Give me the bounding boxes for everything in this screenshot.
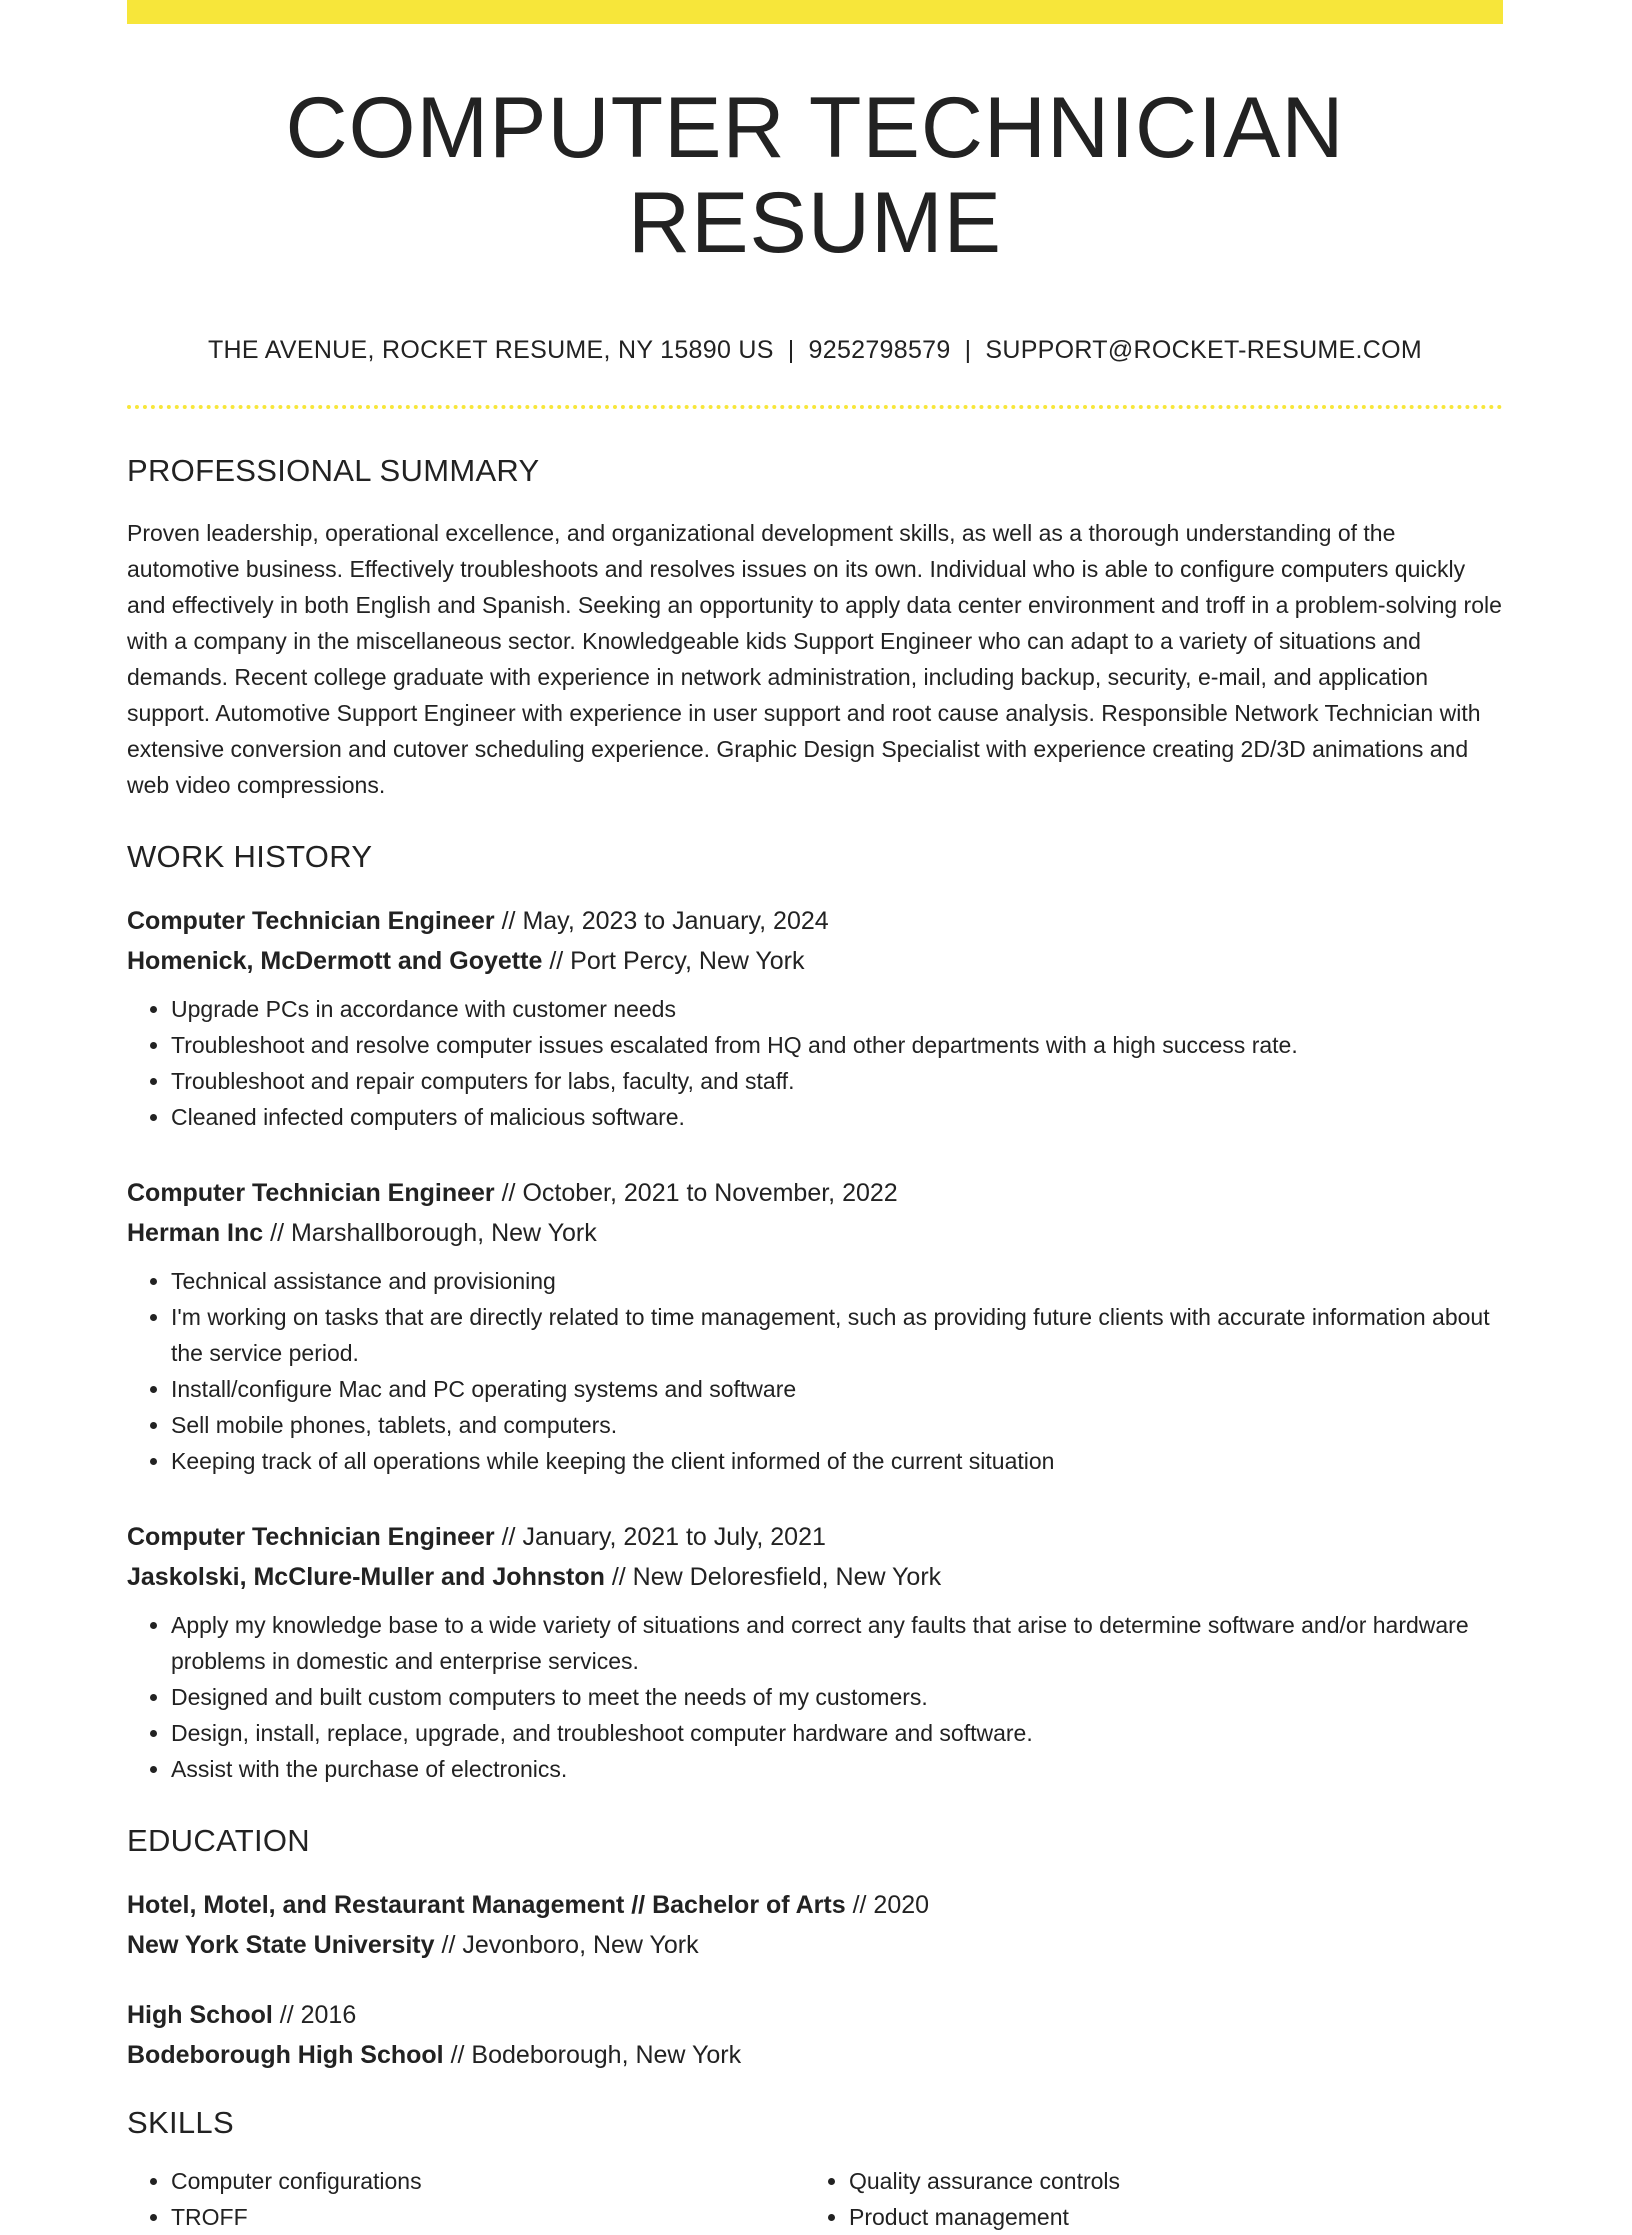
job-bullets — [127, 1263, 1503, 1479]
list-item: • Cleaned infected computers of malicious software. — [171, 1099, 1503, 1135]
skills-column-left — [127, 2163, 805, 2235]
education-school-line — [127, 1925, 1503, 1965]
skills-bullets — [805, 2163, 1483, 2235]
job-title-line — [127, 1517, 1503, 1557]
education-year: // 2016 — [279, 2001, 357, 2030]
skill-item: • TROFF — [171, 2199, 805, 2235]
skill-item: • Computer configurations — [171, 2163, 805, 2199]
skill-item: • Quality assurance controls — [849, 2163, 1483, 2199]
job-company: Homenick, McDermott and Goyette — [127, 947, 543, 976]
list-item: • Sell mobile phones, tablets, and computers. — [171, 1407, 1503, 1443]
education-degree-line — [127, 1885, 1503, 1925]
list-item: • I'm working on tasks that are directly related to time management, such as providing future clients with accurate information about the service period. — [171, 1299, 1503, 1371]
list-item: • Upgrade PCs in accordance with customer needs — [171, 991, 1503, 1027]
list-item: • Keeping track of all operations while keeping the client informed of the current situation — [171, 1443, 1503, 1479]
summary-heading: PROFESSIONAL SUMMARY — [127, 453, 540, 489]
skills-heading: SKILLS — [127, 2105, 234, 2141]
skills-column-right — [805, 2163, 1483, 2235]
summary-text: Proven leadership, operational excellence, and organizational development skills, as well as a thorough understanding of the automotive business. Effectively troubleshoots and resolves issues on its own. Individual who is able to configure computers quickly and effectively in both English and Spanish. Seeking an opportunity to apply data center environment and troff in a problem-solving role with a company in the miscellaneous sector. Knowledgeable kids Support Engineer who can adapt to a variety of situations and demands. Recent college graduate with experience in network administration, including backup, security, e-mail, and application support. Automotive Support Engineer with experience in user support and root cause analysis. Responsible Network Technician with extensive conversion and cutover scheduling experience. Graphic Design Specialist with experience creating 2D/3D animations and web video compressions. — [127, 520, 1502, 799]
skills-bullets — [127, 2163, 805, 2235]
job-entry — [127, 1173, 1503, 1479]
list-item: • Troubleshoot and repair computers for labs, faculty, and staff. — [171, 1063, 1503, 1099]
job-company: Jaskolski, McClure-Muller and Johnston — [127, 1563, 605, 1592]
job-title: Computer Technician Engineer — [127, 1179, 495, 1208]
job-location: // Marshallborough, New York — [270, 1219, 597, 1248]
contact-separator: | — [964, 336, 972, 365]
job-location: // Port Percy, New York — [549, 947, 805, 976]
education-location: // Bodeborough, New York — [450, 2041, 742, 2070]
education-degree: Hotel, Motel, and Restaurant Management // Bachelor of Arts — [127, 1891, 846, 1920]
job-dates: // May, 2023 to January, 2024 — [501, 907, 829, 936]
list-item: • Technical assistance and provisioning — [171, 1263, 1503, 1299]
job-entry — [127, 901, 1503, 1135]
header-divider — [127, 405, 1503, 409]
list-item: • Designed and built custom computers to meet the needs of my customers. — [171, 1679, 1503, 1715]
education-entry — [127, 1885, 1503, 1965]
job-company: Herman Inc — [127, 1219, 264, 1248]
job-dates: // January, 2021 to July, 2021 — [501, 1523, 826, 1552]
job-title-line — [127, 901, 1503, 941]
education-location: // Jevonboro, New York — [441, 1931, 699, 1960]
education-entry — [127, 1995, 1503, 2075]
job-location: // New Deloresfield, New York — [611, 1563, 942, 1592]
contact-separator: | — [787, 336, 795, 365]
education-degree: High School — [127, 2001, 273, 2030]
work-history-heading: WORK HISTORY — [127, 839, 373, 875]
education-degree-line — [127, 1995, 1503, 2035]
resume-page — [127, 0, 1503, 2235]
job-company-line — [127, 1557, 1503, 1597]
contact-phone[interactable]: 9252798579 — [808, 336, 951, 365]
job-bullets — [127, 991, 1503, 1135]
top-accent-bar — [127, 0, 1503, 24]
job-bullets — [127, 1607, 1503, 1787]
contact-email[interactable]: SUPPORT@ROCKET-RESUME.COM — [985, 336, 1423, 365]
contact-line — [127, 336, 1503, 365]
education-school: New York State University — [127, 1931, 435, 1960]
job-entry — [127, 1517, 1503, 1787]
job-dates: // October, 2021 to November, 2022 — [501, 1179, 898, 1208]
list-item: • Apply my knowledge base to a wide variety of situations and correct any faults that arise to determine software and/or hardware problems in domestic and enterprise services. — [171, 1607, 1503, 1679]
education-year: // 2020 — [852, 1891, 930, 1920]
job-title: Computer Technician Engineer — [127, 1523, 495, 1552]
job-company-line — [127, 941, 1503, 981]
list-item: • Design, install, replace, upgrade, and troubleshoot computer hardware and software. — [171, 1715, 1503, 1751]
list-item: • Troubleshoot and resolve computer issues escalated from HQ and other departments with a high success rate. — [171, 1027, 1503, 1063]
education-heading: EDUCATION — [127, 1823, 310, 1859]
list-item: • Assist with the purchase of electronics. — [171, 1751, 1503, 1787]
education-school: Bodeborough High School — [127, 2041, 444, 2070]
skill-item: • Product management — [849, 2199, 1483, 2235]
skills-list — [127, 2163, 1503, 2235]
contact-address: THE AVENUE, ROCKET RESUME, NY 15890 US — [207, 336, 774, 365]
list-item: • Install/configure Mac and PC operating systems and software — [171, 1371, 1503, 1407]
job-title-line — [127, 1173, 1503, 1213]
job-company-line — [127, 1213, 1503, 1253]
education-school-line — [127, 2035, 1503, 2075]
job-title: Computer Technician Engineer — [127, 907, 495, 936]
resume-title: COMPUTER TECHNICIAN RESUME — [285, 80, 1345, 271]
